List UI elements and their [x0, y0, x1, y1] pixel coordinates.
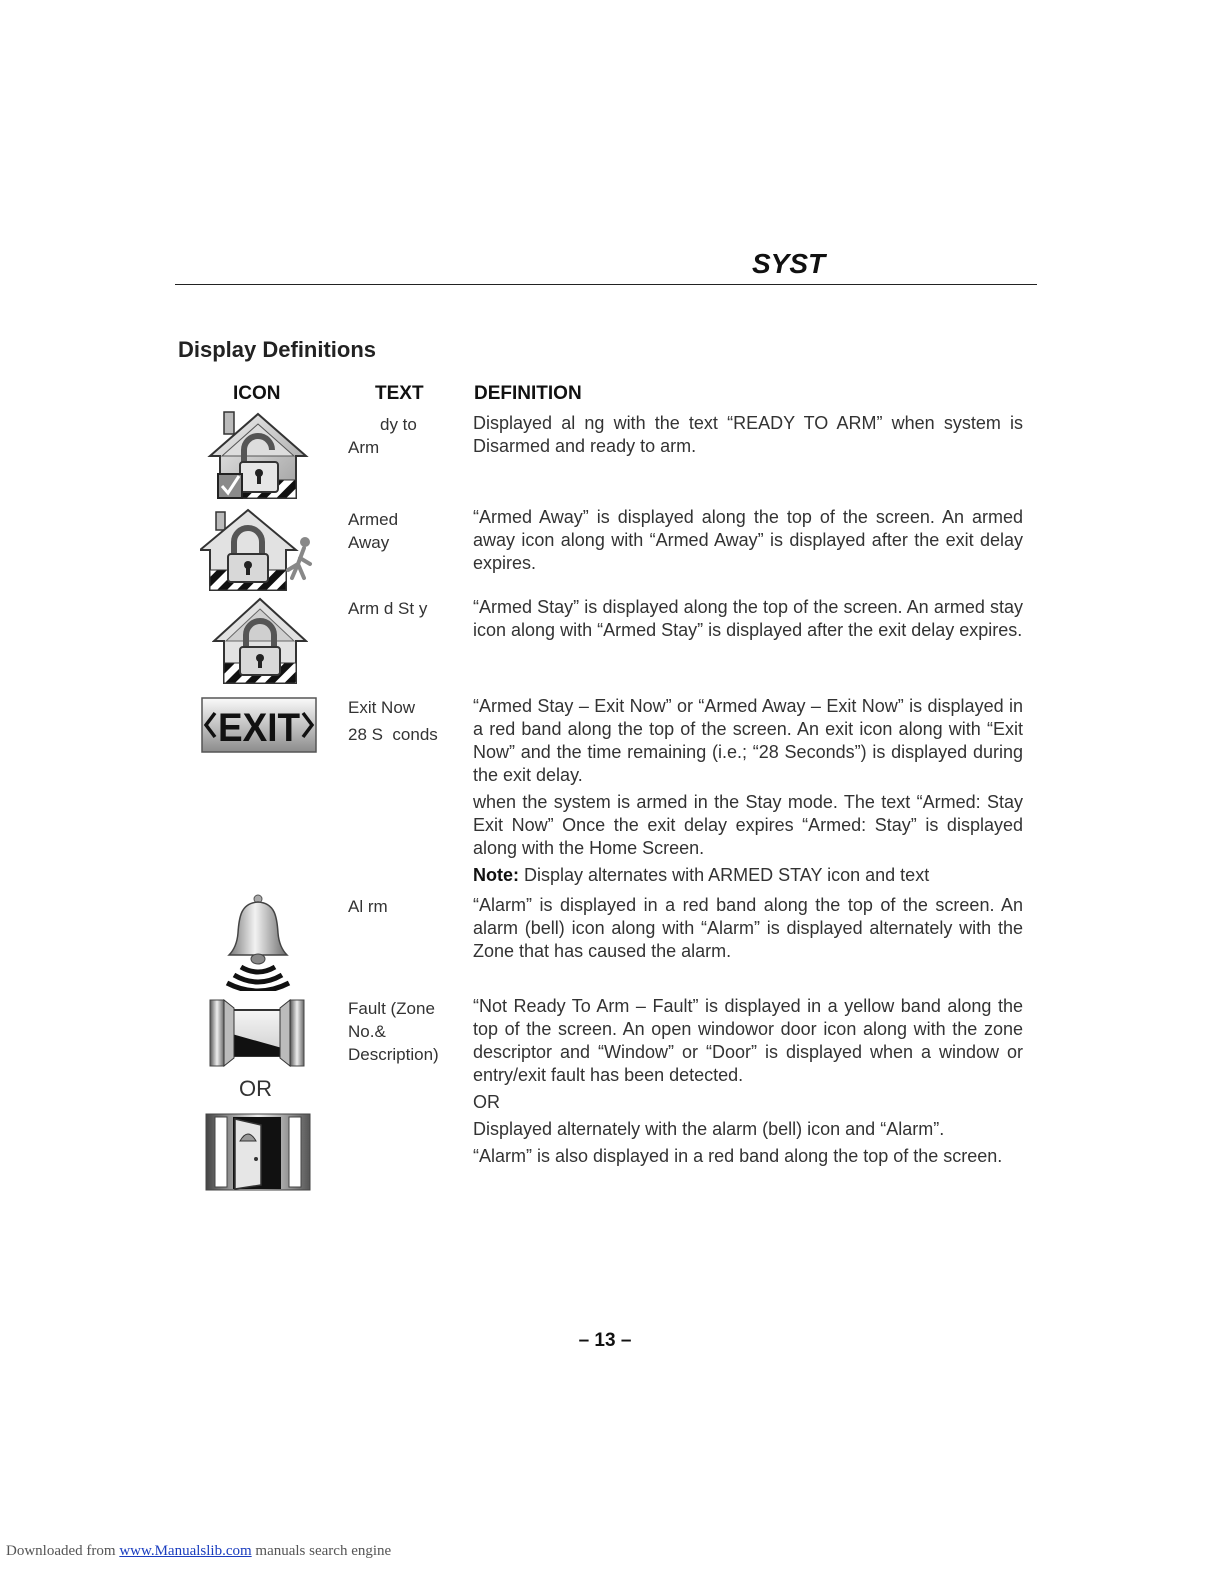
- alarm-bell-icon: [223, 893, 293, 991]
- row-away-text-line: Away: [348, 533, 390, 552]
- row-fault-definition: [473, 995, 1023, 1172]
- svg-text:EXIT: EXIT: [218, 706, 300, 750]
- row-away-definition: [473, 506, 1023, 579]
- house-locked-running-man-icon: [200, 508, 320, 592]
- definition-paragraph: “Alarm” is displayed in a red band along the top of the screen. An alarm (bell) icon along with “Alarm” is displayed alternately with the Zone that has caused the alarm.: [473, 895, 1023, 961]
- row-stay-text-line: Arm d St y: [348, 599, 428, 618]
- row-alarm-text: [348, 895, 388, 918]
- header-rule: [175, 284, 1037, 285]
- column-header-text: TEXT: [375, 383, 424, 404]
- row-ready-text-line: dy to: [380, 415, 417, 434]
- header-title: SYST: [752, 248, 826, 279]
- row-fault-text-line: Fault (Zone: [348, 999, 435, 1018]
- row-fault-text-line: Description): [348, 1045, 439, 1064]
- row-fault-text-line: No.&: [348, 1022, 386, 1041]
- house-locked-icon: [212, 597, 308, 685]
- row-alarm-definition: [473, 894, 1023, 967]
- row-exit-text-line: Exit Now: [348, 698, 416, 717]
- row-stay-text: [348, 597, 427, 620]
- definition-paragraph: when the system is armed in the Stay mode. The text “Armed: Stay Exit Now” Once the exit delay expires “Armed: Stay” is displayed along with the Home Screen.: [473, 792, 1023, 858]
- footer-link[interactable]: www.Manualslib.com: [119, 1543, 252, 1559]
- footer: [6, 1543, 391, 1560]
- footer-prefix: Downloaded from: [6, 1543, 116, 1559]
- definition-paragraph: Displayed alternately with the alarm (bell) icon and “Alarm”.: [473, 1119, 945, 1139]
- note-label: Note:: [473, 865, 519, 885]
- column-header-icon: ICON: [233, 383, 281, 404]
- definition-paragraph: “Not Ready To Arm – Fault” is displayed in a yellow band along the top of the screen. An open windowor door icon along with the zone descriptor and “Window” or “Door” is displayed when a window or entry/exit fault has been detected.: [473, 996, 1023, 1085]
- definition-paragraph: “Alarm” is also displayed in a red band along the top of the screen.: [473, 1146, 1003, 1166]
- note-text: Display alternates with ARMED STAY icon and text: [524, 865, 930, 885]
- row-ready-text: [348, 413, 417, 459]
- footer-suffix: manuals search engine: [255, 1543, 392, 1559]
- row-ready-text-line: Arm: [348, 438, 380, 457]
- row-alarm-text-line: Al rm: [348, 897, 388, 916]
- section-title: Display Definitions: [178, 337, 377, 362]
- definition-paragraph: Displayed al ng with the text “READY TO ARM” when system is Disarmed and ready to arm.: [473, 413, 1023, 456]
- column-header-definition: DEFINITION: [474, 383, 582, 404]
- definition-note: [473, 864, 1023, 887]
- definition-paragraph: OR: [473, 1092, 500, 1112]
- row-exit-text-line: 28 S conds: [348, 725, 438, 744]
- or-label: OR: [239, 1076, 272, 1101]
- open-window-icon: [208, 996, 306, 1068]
- exit-sign-icon: [201, 697, 317, 753]
- row-away-text: [348, 508, 398, 554]
- row-exit-definition: [473, 695, 1023, 891]
- row-ready-definition: [473, 412, 1023, 462]
- row-exit-text: [348, 696, 438, 746]
- definition-paragraph: “Armed Stay – Exit Now” or “Armed Away – Exit Now” is displayed in a red band along the top of the screen. An exit icon along with “Exit Now” and the time remaining (i.e.; “28 Seconds”) is displayed during the exit delay.: [473, 696, 1023, 785]
- open-door-icon: [205, 1113, 311, 1191]
- definition-paragraph: “Armed Stay” is displayed along the top of the screen. An armed stay icon along with “Armed Stay” is displayed after the exit delay expires.: [473, 597, 1023, 640]
- row-fault-text: [348, 997, 439, 1066]
- row-stay-definition: [473, 596, 1023, 646]
- definition-paragraph: “Armed Away” is displayed along the top of the screen. An armed away icon along with “Armed Away” is displayed after the exit delay expires.: [473, 507, 1023, 573]
- page-number: – 13 –: [578, 1330, 632, 1351]
- house-unlocked-check-icon: [206, 410, 310, 502]
- row-away-text-line: Armed: [348, 510, 399, 529]
